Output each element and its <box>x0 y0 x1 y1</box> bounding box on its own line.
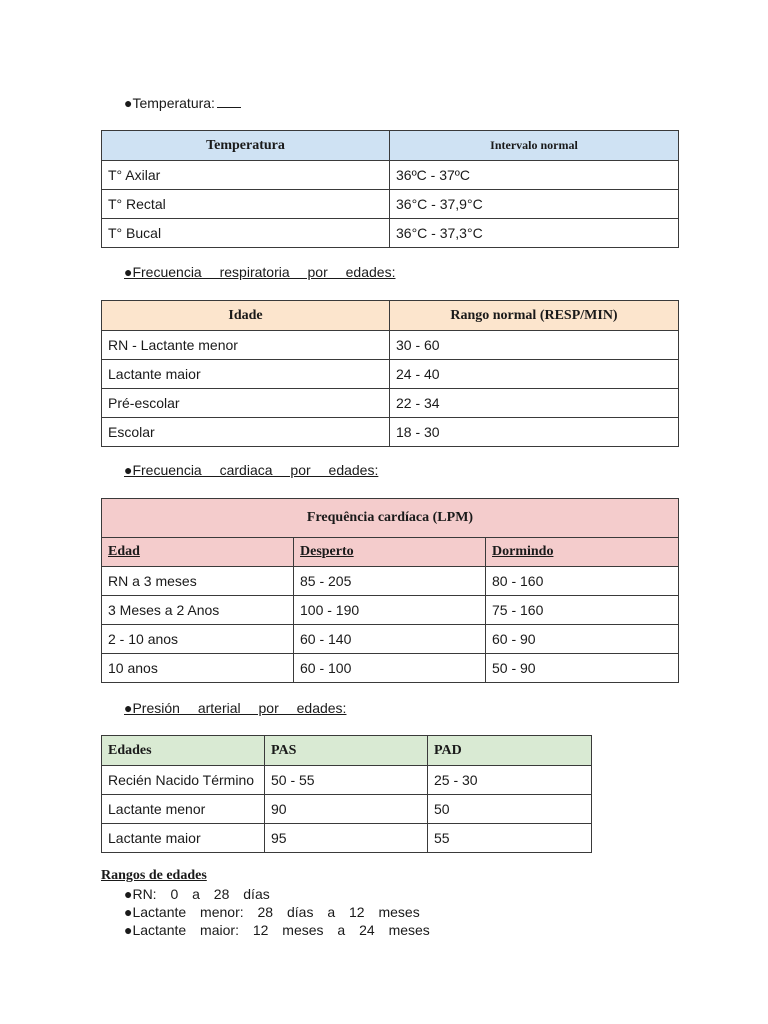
table-header-cell: Idade <box>102 301 390 331</box>
table-header-cell: Edad <box>102 538 294 567</box>
table-cell: T° Axilar <box>102 161 390 190</box>
table-cell: Lactante maior <box>102 824 265 853</box>
table-row <box>102 389 679 418</box>
list-item: ●Lactante menor: 28 días a 12 meses <box>124 904 420 920</box>
table-row <box>102 795 592 824</box>
table-cell: 18 - 30 <box>390 418 679 447</box>
table-header-row <box>102 131 679 161</box>
table-title-row <box>102 499 679 538</box>
age-ranges-list <box>124 885 430 939</box>
blood-pressure-table <box>101 735 592 853</box>
table-cell: 25 - 30 <box>428 766 592 795</box>
table-cell: 95 <box>265 824 428 853</box>
table-cell: T° Bucal <box>102 219 390 248</box>
table-cell: 50 - 55 <box>265 766 428 795</box>
table-row <box>102 625 679 654</box>
list-item: ●RN: 0 a 28 días <box>124 886 270 902</box>
list-item: ●Lactante maior: 12 meses a 24 meses <box>124 922 430 938</box>
temperature-heading: ●Temperatura: <box>124 94 241 112</box>
table-cell: 85 - 205 <box>294 567 486 596</box>
table-header-cell: Dormindo <box>486 538 679 567</box>
resp-rate-table <box>101 300 679 447</box>
table-row <box>102 219 679 248</box>
table-cell: Recién Nacido Término <box>102 766 265 795</box>
table-title: Frequência cardíaca (LPM) <box>102 499 679 538</box>
table-header-cell: Rango normal (RESP/MIN) <box>390 301 679 331</box>
table-row <box>102 824 592 853</box>
table-row <box>102 766 592 795</box>
table-cell: 75 - 160 <box>486 596 679 625</box>
table-row <box>102 654 679 683</box>
table-cell: RN a 3 meses <box>102 567 294 596</box>
table-header-cell: PAD <box>428 736 592 766</box>
table-cell: Lactante menor <box>102 795 265 824</box>
table-cell: 36°C - 37,9°C <box>390 190 679 219</box>
table-row <box>102 190 679 219</box>
table-row <box>102 331 679 360</box>
table-header-cell: Edades <box>102 736 265 766</box>
table-cell: 24 - 40 <box>390 360 679 389</box>
table-cell: T° Rectal <box>102 190 390 219</box>
pressure-heading: ●Presión arterial por edades: <box>124 700 347 716</box>
table-header-cell: Temperatura <box>102 131 390 161</box>
table-cell: 90 <box>265 795 428 824</box>
table-cell: 22 - 34 <box>390 389 679 418</box>
table-row <box>102 567 679 596</box>
table-cell: 2 - 10 anos <box>102 625 294 654</box>
table-cell: 55 <box>428 824 592 853</box>
table-header-row <box>102 538 679 567</box>
table-header-cell: PAS <box>265 736 428 766</box>
table-row <box>102 418 679 447</box>
table-row <box>102 596 679 625</box>
table-cell: 3 Meses a 2 Anos <box>102 596 294 625</box>
table-cell: RN - Lactante menor <box>102 331 390 360</box>
table-cell: 50 - 90 <box>486 654 679 683</box>
table-cell: 50 <box>428 795 592 824</box>
table-row <box>102 360 679 389</box>
table-header-cell: Desperto <box>294 538 486 567</box>
table-cell: Lactante maior <box>102 360 390 389</box>
table-cell: 100 - 190 <box>294 596 486 625</box>
table-header-row <box>102 736 592 766</box>
table-cell: 36°C - 37,3°C <box>390 219 679 248</box>
table-cell: 60 - 140 <box>294 625 486 654</box>
table-cell: Escolar <box>102 418 390 447</box>
cardiac-heading: ●Frecuencia cardiaca por edades: <box>124 462 379 478</box>
table-cell: Pré-escolar <box>102 389 390 418</box>
table-cell: 30 - 60 <box>390 331 679 360</box>
table-header-cell: Intervalo normal <box>390 131 679 161</box>
table-cell: 36ºC - 37ºC <box>390 161 679 190</box>
resp-heading: ●Frecuencia respiratoria por edades: <box>124 264 396 280</box>
table-header-row <box>102 301 679 331</box>
table-row <box>102 161 679 190</box>
temperature-table <box>101 130 679 248</box>
table-cell: 60 - 100 <box>294 654 486 683</box>
table-cell: 80 - 160 <box>486 567 679 596</box>
table-cell: 60 - 90 <box>486 625 679 654</box>
age-ranges-title: Rangos de edades <box>101 868 207 883</box>
cardiac-rate-table <box>101 498 679 683</box>
table-cell: 10 anos <box>102 654 294 683</box>
